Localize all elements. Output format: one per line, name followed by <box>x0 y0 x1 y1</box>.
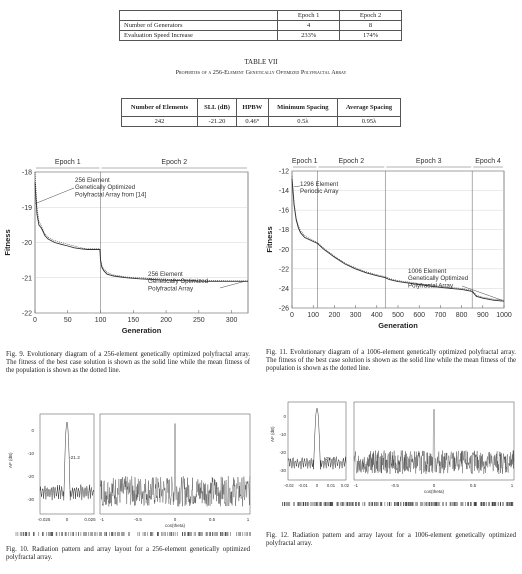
fig11-caption: Fig. 11. Evolutionary diagram of a 1006-element genetically optimized polyfractal array. The fitness of the best case solution is shown as the solid line while the mean fitness of the population is shown as the dotted line. <box>266 349 516 373</box>
fig11-ytick-label: -22 <box>278 266 289 274</box>
table7-title: TABLE VII <box>244 58 278 66</box>
fig10-full-trace <box>100 424 250 507</box>
fig10-right-xtick: 1 <box>246 517 250 522</box>
fig9-xtick-label: 200 <box>160 317 172 324</box>
table7 <box>121 98 401 127</box>
fig11-xtick-label: 1000 <box>496 312 512 319</box>
table6-header-epoch1: Epoch 1 <box>278 11 340 21</box>
fig10-right-frame <box>100 414 250 514</box>
fig9-annotation-leader <box>35 188 74 204</box>
fig12-left-xtick: 0.01 <box>326 483 336 488</box>
table7-header: SLL (dB) <box>198 99 237 117</box>
fig11-ytick-label: -18 <box>278 227 289 235</box>
fig11-xtick-label: 300 <box>349 312 362 319</box>
fig10-right-xtick: 0 <box>173 517 177 522</box>
fig12-caption: Fig. 12. Radiation pattern and array layout for a 1006-element genetically optimized polyfractal array. <box>266 532 516 548</box>
fig11-ytick-label: -20 <box>278 246 289 254</box>
fig11-ytick-label: -14 <box>278 188 289 196</box>
table7-header: Number of Elements <box>122 99 198 117</box>
fig12-radiation-pattern <box>266 396 520 526</box>
fig11-ytick-label: -16 <box>278 207 289 215</box>
fig10-ylabel: AF (dB) <box>8 452 13 468</box>
fig11-xtick-label: 400 <box>370 312 383 319</box>
fig10-ytick: -30 <box>27 497 34 502</box>
fig9-annotation: 256 Element Genetically Optimized Polyfractal Array <box>148 271 209 293</box>
table6-cell: 233% <box>278 31 340 41</box>
fig12-zoom-trace <box>288 408 346 469</box>
fig9-ylabel: Fitness <box>3 229 12 256</box>
fig12-right-xtick: 0 <box>432 483 436 488</box>
fig11-xtick-label: 0 <box>290 312 294 319</box>
fig12-xlabel: cos(theta) <box>423 489 445 494</box>
fig9-evolution-chart <box>0 148 258 348</box>
table7-subtitle: Properties of a 256-Element Genetically Optimized Polyfractal Array <box>175 69 347 76</box>
fig12-sll-annotation: -25.4 <box>324 457 335 462</box>
fig11-evolution-chart <box>262 146 522 346</box>
fig10-ytick: -10 <box>27 451 34 456</box>
fig12-ylabel: AF (dB) <box>270 426 275 442</box>
fig10-right-xtick: 0.5 <box>208 517 216 522</box>
fig10-left-xtick: -0.025 <box>37 517 51 522</box>
fig12-left-xtick: 0.02 <box>340 483 350 488</box>
fig10-left-frame <box>40 414 94 514</box>
fig12-left-frame <box>288 402 346 480</box>
fig10-radiation-pattern <box>2 410 258 540</box>
fig11-xtick-label: 800 <box>455 312 468 319</box>
fig9-xtick-label: 50 <box>63 317 72 324</box>
fig11-ytick-label: -24 <box>278 285 289 293</box>
fig12-ytick: -30 <box>279 468 286 473</box>
fig11-ylabel: Fitness <box>265 226 274 253</box>
fig10-left-xtick: 0.025 <box>84 517 96 522</box>
fig9-series-dotted <box>35 172 248 281</box>
fig11-annotation: 1296 Element Periodic Array <box>300 181 339 196</box>
fig10-xlabel: cos(theta) <box>164 523 186 528</box>
fig12-ytick: -10 <box>279 432 286 437</box>
table7-cell: 0.95λ <box>337 117 400 127</box>
fig11-xtick-label: 500 <box>392 312 404 319</box>
fig11-xtick-label: 700 <box>434 312 447 319</box>
fig10-left-xtick: 0 <box>65 517 69 522</box>
table7-header: HPBW <box>236 99 268 117</box>
fig11-ytick-label: -26 <box>278 305 289 313</box>
fig12-left-xtick: -0.01 <box>298 483 308 488</box>
table6-cell: 4 <box>278 21 340 31</box>
fig9-xlabel: Generation <box>121 326 162 335</box>
fig9-epoch-label: Epoch 1 <box>54 159 81 166</box>
fig12-array-layout <box>283 502 513 506</box>
table7-cell: 242 <box>122 117 198 127</box>
fig10-left-panel <box>40 414 94 514</box>
fig9-ytick-label: -21 <box>21 275 32 283</box>
fig9-xtick-label: 150 <box>127 317 140 324</box>
fig10-array-layout <box>16 532 250 536</box>
fig11-epoch-label: Epoch 1 <box>291 158 318 165</box>
fig10-ytick: -20 <box>27 474 34 479</box>
fig11-xtick-label: 100 <box>307 312 320 319</box>
fig10-sll-annotation: -21.2 <box>69 456 80 461</box>
fig11-epoch-label: Epoch 4 <box>475 158 501 165</box>
fig9-ytick-label: -22 <box>21 310 32 318</box>
fig11-xlabel: Generation <box>378 321 418 330</box>
fig11-epoch-label: Epoch 3 <box>415 158 442 165</box>
table7-cell: 0.5λ <box>268 117 337 127</box>
table-epoch-generators <box>119 10 402 41</box>
table6-cell: 8 <box>340 21 402 31</box>
fig11-epoch-label: Epoch 2 <box>338 158 365 165</box>
fig12-left-panel <box>288 402 346 480</box>
fig12-right-xtick: 0.5 <box>469 483 477 488</box>
fig10-ytick: 0 <box>31 428 34 433</box>
fig11-ytick-label: -12 <box>278 168 289 176</box>
fig12-ytick: 0 <box>283 414 286 419</box>
fig10-right-xtick: -0.5 <box>134 517 142 522</box>
fig9-ytick-label: -18 <box>21 169 32 177</box>
table6-row-label: Evaluation Speed Increase <box>120 31 278 41</box>
fig9-xtick-label: 0 <box>33 317 37 324</box>
fig11-annotation: 1006 Element Genetically Optimized Polyfractal Array <box>408 268 469 290</box>
fig12-right-xtick: -1 <box>353 483 359 488</box>
table7-cell: -21.20 <box>198 117 237 127</box>
table6-row-label: Number of Generators <box>120 21 278 31</box>
table7-header: Minimum Spacing <box>268 99 337 117</box>
fig11-xtick-label: 900 <box>476 312 489 319</box>
fig9-xtick-label: 250 <box>193 317 205 324</box>
fig9-caption: Fig. 9. Evolutionary diagram of a 256-element genetically optimized polyfractal array. The fitness of the best case solution is shown as the solid line while the mean fitness of the population is shown as the dotted line. <box>6 351 250 375</box>
fig10-zoom-trace <box>40 422 94 500</box>
fig12-left-xtick: 0 <box>315 483 319 488</box>
fig10-right-panel <box>100 414 250 514</box>
fig9-ytick-label: -20 <box>21 240 32 247</box>
fig12-full-trace <box>354 410 514 474</box>
fig10-caption: Fig. 10. Radiation pattern and array layout for a 256-element genetically optimized polyfractal array. <box>6 546 250 562</box>
fig12-left-xtick: -0.02 <box>284 483 294 488</box>
fig9-xtick-label: 300 <box>225 317 238 324</box>
table6-header-epoch2: Epoch 2 <box>340 11 402 21</box>
fig12-right-xtick: 1 <box>510 483 514 488</box>
fig9-ytick-label: -19 <box>21 204 32 212</box>
fig9-epoch-label: Epoch 2 <box>161 159 188 166</box>
fig11-xtick-label: 600 <box>413 312 426 319</box>
table6-corner <box>120 11 278 21</box>
fig9-xtick-label: 100 <box>94 317 107 324</box>
table7-header: Average Spacing <box>337 99 400 117</box>
fig9-annotation: 256 Element Genetically Optimized Polyfractal Array from [14] <box>75 177 147 199</box>
fig12-ytick: -20 <box>279 450 286 455</box>
table6-cell: 174% <box>340 31 402 41</box>
table7-cell: 0.46° <box>236 117 268 127</box>
fig11-xtick-label: 200 <box>328 312 341 319</box>
fig10-right-xtick: -1 <box>99 517 105 522</box>
fig12-right-xtick: -0.5 <box>391 483 399 488</box>
fig9-annotation-leader <box>220 281 245 288</box>
